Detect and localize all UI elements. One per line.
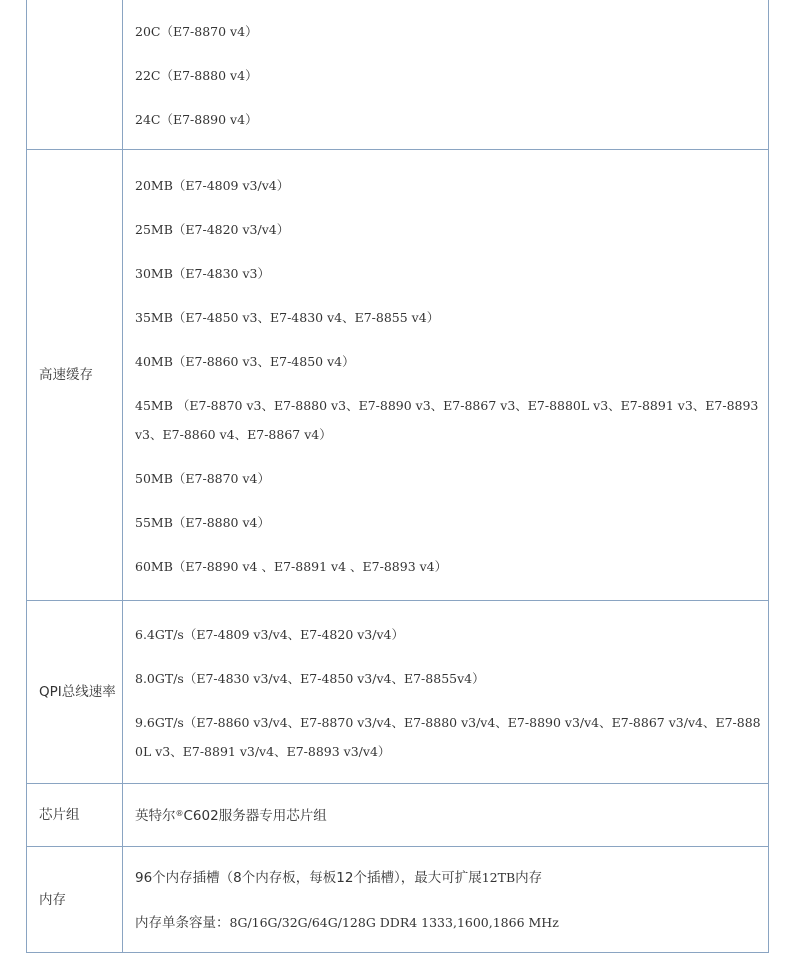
chipset-model: C602服务器专用芯片组 [183,808,327,824]
memory-slots [135,863,764,893]
qpi-item: 9.6GT/s（E7-8860 v3/v4、E7-8870 v3/v4、E7-8880 v3/v4、E7-8890 v3/v4、E7-8867 v3/v4、E7-8880L v3、E7-8891 v3/v4、E7-8893 v3/v4） [135,715,761,759]
row-value-memory [123,847,769,953]
chipset-value [135,799,764,831]
chipset-brand: 英特尔 [135,808,176,824]
cache-item: 50MB（E7-8870 v4） [135,471,270,486]
memory-capacity-value: 8G/16G/32G/64G/128G DDR4 1333,1600,1866 MHz [229,915,559,930]
memory-capacity-label: 内存单条容量： [135,915,230,931]
row-cache [27,150,769,601]
row-label-memory: 内存 [27,847,123,953]
cores-item: 24C（E7-8890 v4） [135,111,258,127]
cache-item: 55MB（E7-8880 v4） [135,515,270,530]
memory-slots-suffix: 内存 [515,870,543,886]
row-label-cache: 高速缓存 [27,150,123,601]
cache-item: 25MB（E7-4820 v3/v4） [135,222,290,237]
spec-table [26,0,769,953]
cores-item: 20C（E7-8870 v4） [135,23,258,39]
row-chipset [27,784,769,847]
row-label-qpi: QPI总线速率 [27,601,123,784]
memory-slots-text: 96个内存插槽（8个内存板，每板12个插槽），最大可扩展 [135,870,482,886]
row-value-cores [123,0,769,150]
qpi-item: 8.0GT/s（E7-4830 v3/v4、E7-4850 v3/v4、E7-8855v4） [135,671,485,686]
row-value-qpi [123,601,769,784]
row-memory [27,847,769,953]
row-qpi-rate [27,601,769,784]
qpi-item: 6.4GT/s（E7-4809 v3/v4、E7-4820 v3/v4） [135,627,404,642]
registered-mark: ® [175,809,184,818]
memory-max: 12TB [481,870,516,885]
cache-item: 45MB （E7-8870 v3、E7-8880 v3、E7-8890 v3、E7-8867 v3、E7-8880L v3、E7-8891 v3、E7-8893 v3、E7-8860 v4、E7-8867 v4） [135,398,759,442]
row-processor-cores [27,0,769,150]
cache-item: 35MB（E7-4850 v3、E7-4830 v4、E7-8855 v4） [135,310,440,325]
cores-item: 22C（E7-8880 v4） [135,67,258,83]
cache-item: 30MB（E7-4830 v3） [135,266,270,281]
row-value-chipset [123,784,769,847]
row-label-cores [27,0,123,150]
cache-item: 60MB（E7-8890 v4 、E7-8891 v4 、E7-8893 v4） [135,559,448,574]
cache-item: 20MB（E7-4809 v3/v4） [135,178,290,193]
cache-item: 40MB（E7-8860 v3、E7-4850 v4） [135,354,355,369]
row-value-cache [123,150,769,601]
row-label-chipset: 芯片组 [27,784,123,847]
